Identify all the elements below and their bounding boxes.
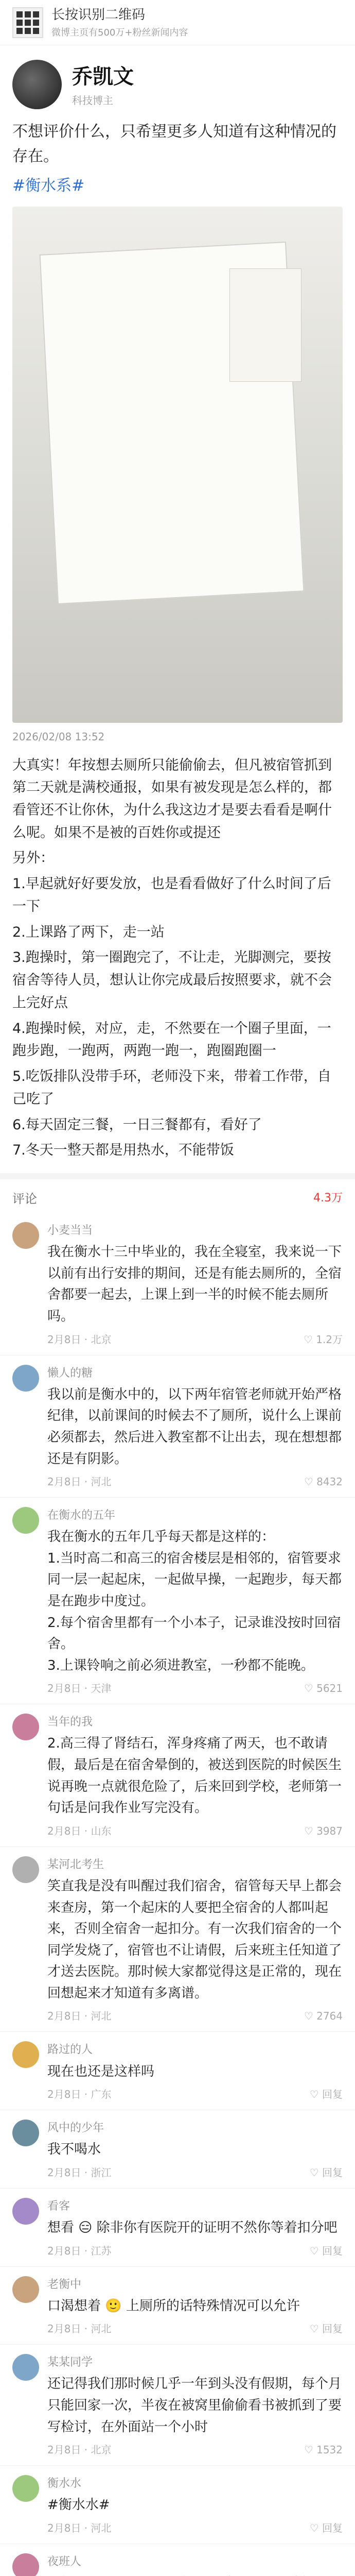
post-text: 不想评价什么，只希望更多人知道有这种情况的存在。 bbox=[12, 123, 336, 165]
commenter-avatar[interactable] bbox=[12, 1714, 39, 1740]
commenter-name[interactable]: 某河北考生 bbox=[47, 1858, 104, 1871]
commenter-avatar[interactable] bbox=[12, 2198, 39, 2225]
commenter-avatar[interactable] bbox=[12, 2475, 39, 2502]
comment-meta bbox=[47, 2087, 343, 2103]
comment-item[interactable] bbox=[0, 1213, 355, 1355]
banner-title: 长按识别二维码 bbox=[51, 7, 146, 23]
comment-date: 2月8日 · 江苏 bbox=[47, 2244, 112, 2257]
comment-item[interactable] bbox=[0, 2466, 355, 2544]
comment-meta bbox=[47, 1332, 343, 1348]
comment-date: 2月8日 · 河北 bbox=[47, 1476, 112, 1488]
post-body-paragraph: 大真实！年按想去厕所只能偷偷去，但凡被宿管抓到第二天就是满校通报，如果有被发现是怎么样的，都看管还不让你休，为什么我这边才是要去看看是啊什么呢。如果不是被的百姓你或提还 bbox=[12, 757, 332, 841]
comment-item[interactable] bbox=[0, 2544, 355, 2576]
comment-text: 我不喝水 bbox=[47, 2142, 101, 2158]
author-info bbox=[72, 61, 134, 109]
comment-item[interactable] bbox=[0, 1355, 355, 1498]
comment-item[interactable] bbox=[0, 2032, 355, 2110]
comment-meta bbox=[47, 2321, 343, 2337]
author-avatar[interactable] bbox=[12, 60, 62, 109]
comment-date: 2月8日 · 浙江 bbox=[47, 2166, 112, 2179]
comment-body bbox=[47, 1507, 343, 1697]
post-body-paragraph: 5.吃饭排队没带手环，老师没下来，带着工作带，自己吃了 bbox=[12, 1069, 331, 1107]
author-name[interactable]: 乔凯文 bbox=[72, 64, 134, 89]
comment-like-button[interactable]: ♡ 1.2万 bbox=[303, 1333, 343, 1346]
comment-like-button[interactable]: ♡ 回复 bbox=[309, 2244, 343, 2257]
comment-body bbox=[47, 2120, 343, 2181]
comment-item[interactable] bbox=[0, 2267, 355, 2345]
comment-body bbox=[47, 2198, 343, 2259]
comment-meta bbox=[47, 2442, 343, 2458]
comment-item[interactable] bbox=[0, 2110, 355, 2189]
comment-like-button[interactable]: ♡ 5621 bbox=[304, 1682, 343, 1695]
comment-like-button[interactable]: ♡ 2764 bbox=[304, 2010, 343, 2023]
comment-body bbox=[47, 2354, 343, 2458]
commenter-name[interactable]: 夜班人 bbox=[47, 2555, 82, 2568]
comment-date: 2月8日 · 河北 bbox=[47, 2521, 112, 2534]
comment-body bbox=[47, 2553, 343, 2576]
comment-meta bbox=[47, 1474, 343, 1490]
comment-like-button[interactable]: ♡ 回复 bbox=[309, 2166, 343, 2179]
qr-banner[interactable] bbox=[0, 0, 355, 45]
post-date: 2026/02/08 13:52 bbox=[12, 730, 105, 743]
comments-label: 评论 bbox=[12, 1191, 37, 1206]
comment-text: 想看 😑 除非你有医院开的证明不然你等着扣分吧 bbox=[47, 2219, 338, 2235]
comment-body bbox=[47, 1856, 343, 2025]
post-body-paragraph: 另外： bbox=[12, 850, 54, 867]
commenter-name[interactable]: 衡水水 bbox=[47, 2477, 82, 2490]
comment-item[interactable] bbox=[0, 2189, 355, 2267]
commenter-avatar[interactable] bbox=[12, 2120, 39, 2146]
commenter-name[interactable]: 老衡中 bbox=[47, 2278, 82, 2291]
comment-date: 2月8日 · 河北 bbox=[47, 2010, 112, 2023]
qr-code-icon bbox=[12, 7, 43, 38]
comments-list bbox=[0, 1213, 355, 2576]
post-body-paragraph: 6.每天固定三餐，一日三餐都有，看好了 bbox=[12, 1116, 262, 1133]
comment-like-button[interactable]: ♡ 3987 bbox=[304, 1824, 343, 1837]
commenter-name[interactable]: 风中的少年 bbox=[47, 2122, 104, 2135]
commenter-avatar[interactable] bbox=[12, 2553, 39, 2576]
commenter-avatar[interactable] bbox=[12, 2276, 39, 2303]
comment-like-button[interactable]: ♡ 8432 bbox=[304, 1476, 343, 1488]
section-divider bbox=[0, 1173, 355, 1179]
comment-date: 2月8日 · 广东 bbox=[47, 2088, 112, 2101]
post-body-paragraph: 1.早起就好好要发放，也是看看做好了什么时间了后一下 bbox=[12, 876, 331, 914]
post-body-paragraph: 4.跑操时候，对应，走，不然要在一个圈子里面，一跑步跑，一跑两，两跑一跑一，跑圈跑圈一 bbox=[12, 1020, 331, 1059]
comment-date: 2月8日 · 北京 bbox=[47, 2444, 112, 2456]
comment-text: 我在衡水十三中毕业的，我在全寝室，我来说一下以前有出行安排的期间，还是有能去厕所的，全宿舍都要一起去，上课上到一半的时候不能去厕所吗。 bbox=[47, 1244, 342, 1325]
comment-meta bbox=[47, 2243, 343, 2259]
comment-text: 笑直我是没有叫醒过我们宿舍，宿管每天早上都会来查房，第一个起床的人要把全宿舍的人都叫起来，否则全宿舍一起扣分。有一次我们宿舍的一个同学发烧了，宿管也不让请假，后来班主任知道了才送去医院。那时候大家都觉得这是正常的，现在回想起来才知道有多离谱。 bbox=[47, 1878, 342, 2001]
comment-like-button[interactable]: ♡ 1532 bbox=[304, 2444, 343, 2456]
commenter-name[interactable]: 看客 bbox=[47, 2199, 70, 2213]
comment-item[interactable] bbox=[0, 2345, 355, 2466]
comment-text: 我在衡水的五年几乎每天都是这样的： 1.当时高二和高三的宿舍楼层是相邻的，宿管要求同一层一起起床，一起做早操，一起跑步，每天都是在跑步中度过。 2.每个宿舍里都有一个小本子，记录谁没按时回宿舍。 3.上课铃响之前必须进教室，一秒都不能晚。 bbox=[47, 1529, 342, 1673]
commenter-avatar[interactable] bbox=[12, 2354, 39, 2381]
comment-date: 2月8日 · 北京 bbox=[47, 1333, 112, 1346]
comment-date: 2月8日 · 山东 bbox=[47, 1824, 112, 1837]
comment-body bbox=[47, 1714, 343, 1839]
comment-text: 2.高三得了肾结石，浑身疼痛了两天，也不敢请假，最后是在宿舍晕倒的，被送到医院的时候医生说再晚一点就很危险了，后来回到学校，老师第一句话是问我作业写完没有。 bbox=[47, 1736, 342, 1816]
commenter-name[interactable]: 在衡水的五年 bbox=[47, 1509, 116, 1522]
comment-text: 口渴想着 🙂 上厕所的话特殊情况可以允许 bbox=[47, 2298, 300, 2314]
commenter-name[interactable]: 小麦当当 bbox=[47, 1224, 93, 1238]
author-meta: 科技博主 bbox=[72, 94, 113, 107]
comment-body bbox=[47, 2475, 343, 2536]
comment-item[interactable] bbox=[0, 1704, 355, 1846]
comment-date: 2月8日 · 天津 bbox=[47, 1682, 112, 1695]
comment-like-button[interactable]: ♡ 回复 bbox=[309, 2521, 343, 2534]
comment-text: 我以前是衡水中的，以下两年宿管老师就开始严格纪律，以前课间的时候去不了厕所，说什么上课前必须都去，然后进入教室都不让出去，现在想想都还是有阴影。 bbox=[47, 1386, 342, 1467]
commenter-avatar[interactable] bbox=[12, 1222, 39, 1249]
commenter-name[interactable]: 路过的人 bbox=[47, 2043, 93, 2057]
author-header bbox=[0, 45, 355, 114]
post-like-count[interactable]: 4.3万 bbox=[313, 1191, 343, 1205]
post-topic-link[interactable]: #衡水系# bbox=[12, 177, 85, 195]
comment-like-button[interactable]: ♡ 回复 bbox=[309, 2323, 343, 2335]
comment-body bbox=[47, 1222, 343, 1347]
comment-item[interactable] bbox=[0, 1498, 355, 1704]
comment-date: 2月8日 · 河北 bbox=[47, 2323, 112, 2335]
post-body-paragraph: 3.跑操时，第一圈跑完了，不让走，光脚测完，要按宿舍等待人员，想认让你完成最后按照要求，就不会上完好点 bbox=[12, 950, 332, 1011]
post-body-paragraph: 7.冬天一整天都是用热水，不能带饭 bbox=[12, 1142, 234, 1159]
comment-text bbox=[47, 2573, 343, 2576]
comment-meta bbox=[47, 2520, 343, 2536]
comments-header bbox=[0, 1179, 355, 1213]
commenter-name[interactable]: 某某同学 bbox=[47, 2356, 93, 2369]
comment-text: 还记得我们那时候几乎一年到头没有假期，每个月只能回家一次，半夜在被窝里偷偷看书被抓到了要写检讨，在外面站一个小时 bbox=[47, 2376, 342, 2435]
comment-like-button[interactable]: ♡ 回复 bbox=[309, 2088, 343, 2101]
comment-body bbox=[47, 2041, 343, 2103]
commenter-avatar[interactable] bbox=[12, 1507, 39, 1534]
post-photo[interactable] bbox=[12, 207, 343, 723]
comment-item[interactable] bbox=[0, 1847, 355, 2032]
commenter-avatar[interactable] bbox=[12, 1365, 39, 1392]
comment-body bbox=[47, 1365, 343, 1490]
comment-text: 现在也还是这样吗 bbox=[47, 2063, 155, 2079]
banner-subtitle: 微博主页有500万+粉丝新闻内容 bbox=[51, 27, 188, 38]
comment-body bbox=[47, 2276, 343, 2337]
commenter-avatar[interactable] bbox=[12, 1856, 39, 1883]
comment-text: #衡水水# bbox=[47, 2497, 110, 2513]
comment-meta bbox=[47, 2008, 343, 2024]
comment-meta bbox=[47, 2165, 343, 2181]
banner-text bbox=[51, 5, 188, 40]
post-body bbox=[0, 751, 355, 1173]
commenter-name[interactable]: 懒人的糖 bbox=[47, 1366, 93, 1380]
comment-meta bbox=[47, 1823, 343, 1839]
commenter-avatar[interactable] bbox=[12, 2041, 39, 2068]
post-body-paragraph: 2.上课路了两下，走一站 bbox=[12, 924, 165, 940]
photo-ticket bbox=[229, 268, 301, 382]
comment-meta bbox=[47, 1681, 343, 1697]
commenter-name[interactable]: 当年的我 bbox=[47, 1716, 93, 1729]
